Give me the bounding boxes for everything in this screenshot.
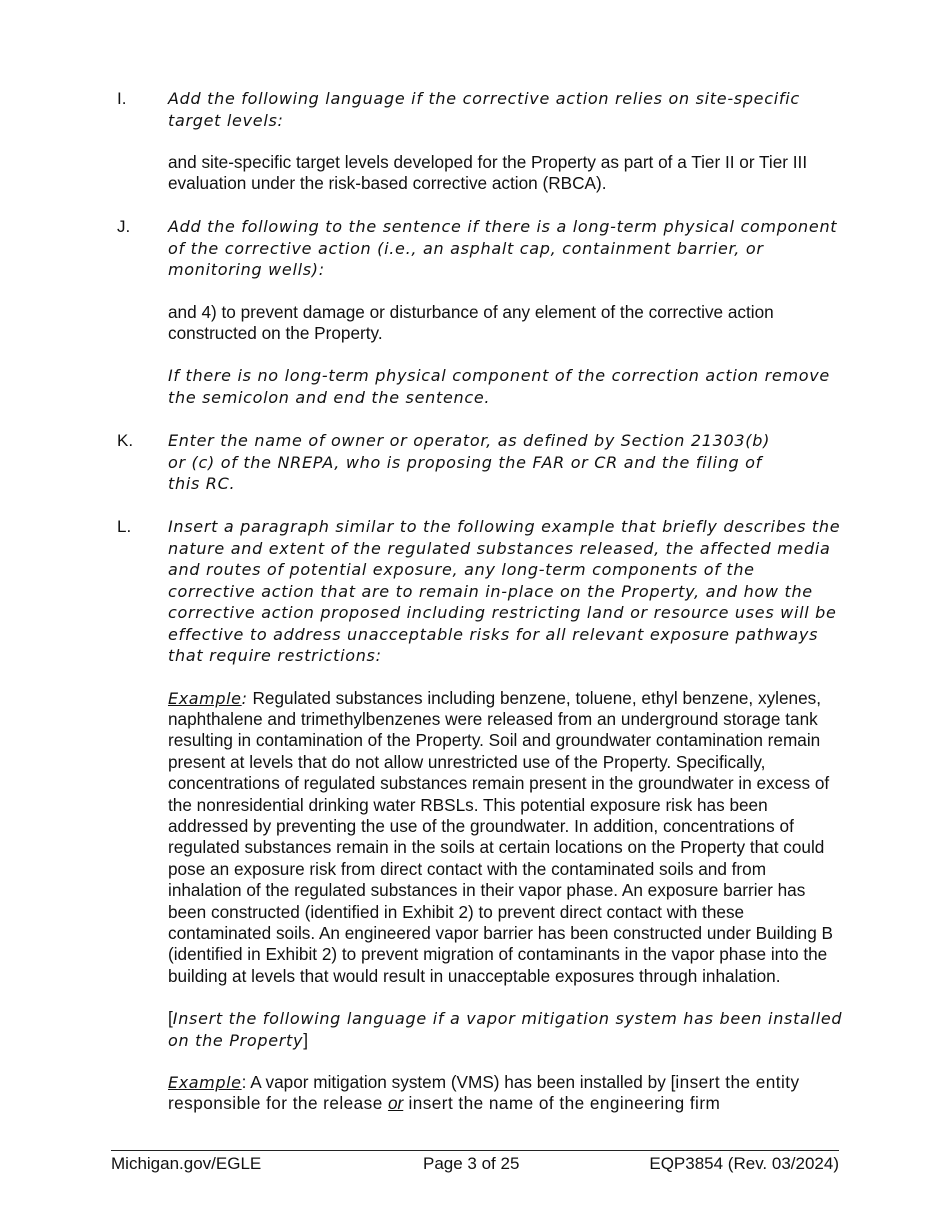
instruction-text: Enter the name of owner or operator, as defined by Section 21303(b) or (c) of the NREPA, who is proposing the FAR or CR and the filing of this RC. [168, 431, 771, 493]
item-marker: J. [117, 217, 131, 236]
or-emphasis: or [387, 1093, 404, 1114]
example-text: Regulated substances including benzene, toluene, ethyl benzene, xylenes, naphthalene and trimethylbenzenes were released from an underground storage tank resulting in contamination of the Property. Soil and groundwater contamination remain present at levels that do not allow unrestricted use of the Property. Specifically, concentrations of regulated substances remain present in the groundwater in excess of the nonresidential drinking water RBSLs. This potential exposure risk has been addressed by preventing the use of the groundwater. In addition, concentrations of regulated substances remain in the soils at certain locations on the Property that could pose an exposure risk from direct contact with the contaminated soils and from inhalation of the regulated substances in their vapor phase. An exposure barrier has been constructed (identified in Exhibit 2) to prevent direct contact with these contaminated soils. An engineered vapor barrier has been constructed under Building B (identified in Exhibit 2) to prevent migration of contaminants in the vapor phase into the building at levels that would result in unacceptable exposures through inhalation. [168, 687, 833, 986]
example-paragraph-vms: Example: A vapor mitigation system (VMS) has been installed by [insert the entity responsible for the release or insert the name of the engineering firm [168, 1072, 800, 1114]
bracketed-instruction: [Insert the following language if a vapor mitigation system has been installed on the Property] [168, 1008, 843, 1050]
footer-left: Michigan.gov/EGLE [111, 1154, 262, 1173]
example-label: Example [168, 688, 242, 708]
instruction-text: Insert a paragraph similar to the following example that briefly describes the nature and extent of the regulated substances released, the affected media and routes of potential exposure, any long-term components of the corrective action that are to remain in-place on the Property, and how the corrective action proposed including restricting land or resource uses will be effective to address unacceptable risks for all relevant exposure pathways that require restrictions: [168, 517, 841, 665]
instruction-text: Add the following to the sentence if there is a long-term physical component of the corrective action (i.e., an asphalt cap, containment barrier, or monitoring wells): [168, 217, 838, 279]
footer-form-number: EQP3854 (Rev. 03/2024) [649, 1154, 839, 1173]
footer-divider [111, 1150, 839, 1151]
instruction-text: Insert the following language if a vapor mitigation system has been installed on the Property [168, 1009, 843, 1050]
instruction-text-secondary: If there is no long-term physical component of the correction action remove the semicolon and end the sentence. [168, 366, 830, 407]
item-marker: K. [117, 431, 134, 450]
insert-text: and 4) to prevent damage or disturbance of any element of the corrective action constructed on the Property. [168, 301, 774, 343]
item-marker: I. [117, 89, 127, 108]
footer-page-number: Page 3 of 25 [423, 1154, 520, 1173]
example-paragraph: Example: Regulated substances including benzene, toluene, ethyl benzene, xylenes, naphthalene and trimethylbenzenes were released from an underground storage tank resulting in contamination of the Property. Soil and groundwater contamination remain present at levels that do not allow unrestricted use of the Property. Specifically, concentrations of regulated substances remain present in the groundwater in excess of the nonresidential drinking water RBSLs. This potential exposure risk has been addressed by preventing the use of the groundwater. In addition, concentrations of regulated substances remain in the soils at certain locations on the Property that could pose an exposure risk from direct contact with the contaminated soils and from inhalation of the regulated substances in their vapor phase. An exposure barrier has been constructed (identified in Exhibit 2) to prevent direct contact with these contaminated soils. An engineered vapor barrier has been constructed under Building B (identified in Exhibit 2) to prevent migration of contaminants in the vapor phase into the building at levels that would result in unacceptable exposures through inhalation. [168, 687, 833, 986]
example-label: Example [168, 1073, 242, 1092]
item-marker: L. [117, 517, 132, 536]
example-text: A vapor mitigation system (VMS) has been installed by [ [250, 1072, 676, 1092]
instruction-text: Add the following language if the corrective action relies on site-specific target levels: [168, 89, 800, 130]
insert-text: and site-specific target levels developed for the Property as part of a Tier II or Tier III evaluation under the risk-based corrective action (RBCA). [168, 152, 808, 194]
